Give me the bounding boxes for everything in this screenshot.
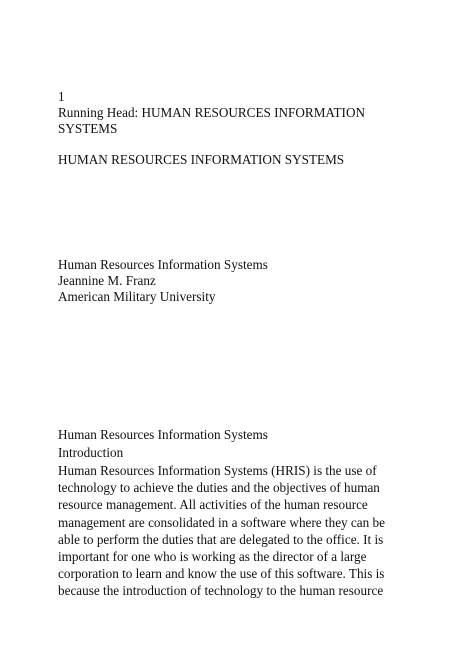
body-line: Human Resources Information Systems (HRIS) is the use of xyxy=(58,463,377,478)
title: Human Resources Information Systems xyxy=(58,257,268,272)
introduction-heading: Introduction xyxy=(58,445,124,460)
body-line: important for one who is working as the director of a large xyxy=(58,549,367,565)
body-line: able to perform the duties that are delegated to the office. It is xyxy=(58,531,384,547)
author: Jeannine M. Franz xyxy=(58,273,156,288)
institution: American Military University xyxy=(58,289,216,304)
title-caps: HUMAN RESOURCES INFORMATION SYSTEMS xyxy=(58,152,345,167)
running-head-line-1: Running Head: HUMAN RESOURCES INFORMATION xyxy=(58,105,365,120)
body-paragraph xyxy=(58,462,438,600)
body-line: resource management. All activities of the human resource xyxy=(58,497,368,513)
body-line: technology to achieve the duties and the objectives of human xyxy=(58,480,380,496)
section-title: Human Resources Information Systems xyxy=(58,427,268,442)
body-line: because the introduction of technology to the human resource xyxy=(58,583,384,599)
body-line: management are consolidated in a software where they can be xyxy=(58,514,385,530)
running-head-line-2: SYSTEMS xyxy=(58,121,118,136)
page-number: 1 xyxy=(58,89,65,104)
body-line: corporation to learn and know the use of this software. This is xyxy=(58,566,385,582)
